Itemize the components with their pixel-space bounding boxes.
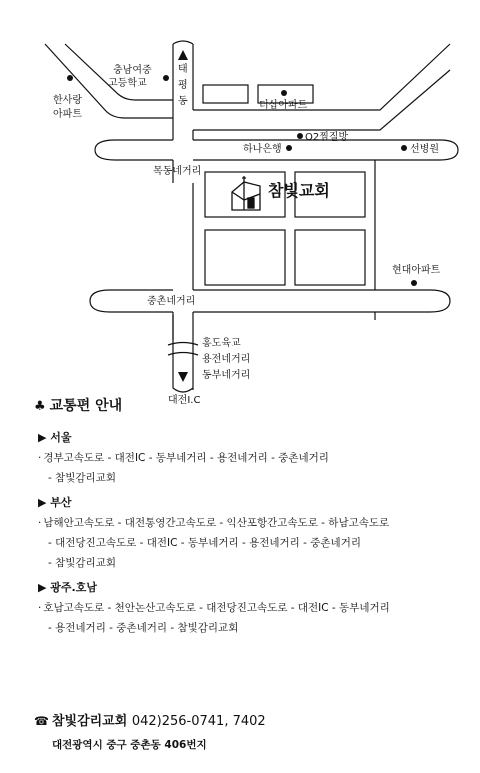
region-gwangju [34, 579, 480, 638]
triangle-icon: ▶ [38, 581, 51, 594]
hansarang-dot [67, 75, 73, 81]
triangle-icon: ▶ [38, 431, 51, 444]
label-jungchon: 중촌네거리 [147, 296, 196, 307]
school-dot [163, 75, 169, 81]
route-line: - 용전네거리 - 중촌네거리 - 참빛감리교회 [48, 622, 239, 634]
route-line: · 호남고속도로 - 천안논산고속도로 - 대전당진고속도로 - 대전IC - 동부네거리 [38, 602, 390, 614]
church-name: 참빛감리교회 [51, 714, 128, 729]
region-title: 부산 [50, 496, 72, 509]
label-school-1: 충남여중 [113, 65, 152, 76]
hyundai-dot [411, 280, 417, 286]
label-mokdong: 목동네거리 [153, 166, 202, 177]
route-line: · 남해안고속도로 - 대전통영간고속도로 - 익산포항간고속도로 - 하남고속도로 [38, 517, 390, 529]
north-arrow-icon [178, 50, 188, 60]
label-hana-bank: 하나은행 [243, 144, 282, 155]
label-hansarang-2: 아파트 [53, 109, 82, 120]
phone-number: 042)256-0741, 7402 [131, 714, 266, 729]
o2-dot [297, 133, 303, 139]
south-arrow-icon [178, 372, 188, 382]
label-deosup: 더삽아파트 [259, 100, 308, 111]
directions-section [34, 395, 480, 638]
route-line: - 참빛감리교회 [48, 472, 116, 484]
triangle-icon: ▶ [38, 496, 51, 509]
label-bottom-route-2: 용전네거리 [202, 354, 251, 365]
seonbyeong-dot [401, 145, 407, 151]
label-hansarang-1: 한사랑 [53, 95, 82, 106]
region-busan [34, 494, 480, 573]
region-seoul [34, 429, 480, 488]
contact-line [34, 710, 266, 729]
route-line: - 대전당진고속도로 - 대전IC - 동부네거리 - 용전네거리 - 중촌네거리 [48, 537, 361, 549]
telephone-icon: ☎ [34, 714, 49, 728]
deosup-dot [281, 90, 287, 96]
label-seonbyeong: 선병원 [410, 144, 439, 155]
region-title: 서울 [50, 431, 72, 444]
label-ic: 대전I.C [168, 395, 201, 406]
region-title: 광주.호남 [50, 581, 97, 594]
label-bottom-route-1: 홍도육교 [202, 338, 241, 349]
route-line: · 경부고속도로 - 대전IC - 동부네거리 - 용전네거리 - 중촌네거리 [38, 452, 329, 464]
label-direction-top-3: 동 [178, 96, 188, 107]
route-line: - 참빛감리교회 [48, 557, 116, 569]
label-hyundai: 현대아파트 [392, 265, 441, 276]
label-o2: O2찜질방 [305, 132, 349, 143]
hana-bank-dot [286, 145, 292, 151]
address: 대전광역시 중구 중촌동 406번지 [52, 739, 207, 751]
label-direction-top-1: 태 [178, 64, 188, 75]
label-direction-top-2: 평 [178, 80, 188, 91]
directions-heading: ♣ 교통편 안내 [34, 398, 123, 414]
label-church: 참빛교회 [268, 181, 330, 200]
church-icon [232, 176, 260, 210]
club-icon: ♣ [34, 399, 46, 414]
label-bottom-route-3: 동부네거리 [202, 370, 251, 381]
label-school-2: 고등학교 [108, 78, 147, 89]
